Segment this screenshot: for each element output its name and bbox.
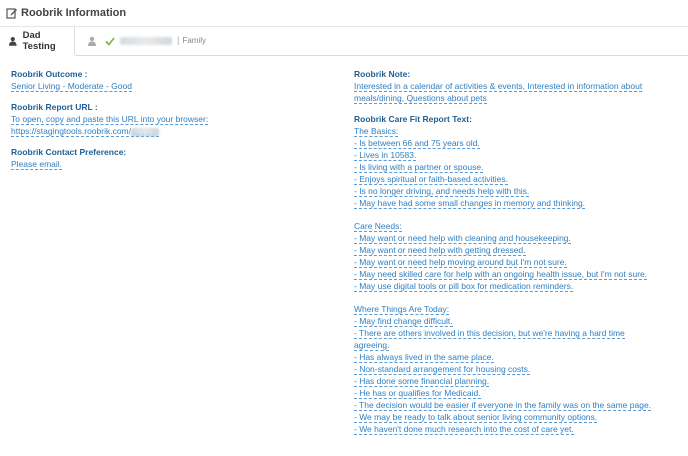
where-heading: Where Things Are Today: bbox=[354, 304, 450, 314]
list-item: - The decision would be easier if everyone in the family was on the same page. bbox=[354, 400, 652, 410]
care-needs-heading: Care Needs: bbox=[354, 221, 402, 231]
tab-label: Family bbox=[182, 36, 207, 45]
list-item: - Is between 66 and 75 years old. bbox=[354, 138, 480, 148]
right-column bbox=[354, 69, 674, 435]
note-section bbox=[354, 69, 674, 104]
list-item: - Non-standard arrangement for housing costs. bbox=[354, 364, 531, 374]
list-item: - Is no longer driving, and needs help with this. bbox=[354, 186, 530, 196]
list-item: - He has or qualifies for Medicaid. bbox=[354, 388, 481, 398]
report-url-label: Roobrik Report URL : bbox=[11, 102, 98, 112]
redacted-name bbox=[120, 37, 172, 45]
list-item: - Lives in 10583. bbox=[354, 150, 417, 160]
list-item: - We may be ready to talk about senior living community options. bbox=[354, 412, 598, 422]
redacted-url bbox=[131, 128, 159, 136]
report-url-section bbox=[11, 102, 331, 137]
separator: | bbox=[177, 35, 180, 46]
roobrik-content bbox=[0, 57, 688, 456]
list-item: - May need skilled care for help with an ongoing health issue, but I'm not sure. bbox=[354, 269, 648, 279]
list-item: - Has always lived in the same place. bbox=[354, 352, 494, 362]
list-item: - Has done some financial planning. bbox=[354, 376, 490, 386]
list-item: - We haven't done much research into the cost of care yet. bbox=[354, 424, 574, 434]
list-item: - May use digital tools or pill box for medication reminders. bbox=[354, 281, 574, 291]
tab-family[interactable] bbox=[75, 26, 206, 55]
tab-label: Dad Testing bbox=[22, 29, 56, 52]
report-url-instructions: To open, copy and paste this URL into your browser: bbox=[11, 114, 209, 124]
list-item: - May want or need help with cleaning and housekeeping. bbox=[354, 233, 571, 243]
contact-tabs bbox=[0, 27, 688, 56]
contact-label: Roobrik Contact Preference: bbox=[11, 147, 127, 157]
report-url-link[interactable] bbox=[11, 126, 159, 137]
outcome-label: Roobrik Outcome : bbox=[11, 69, 88, 79]
care-fit-label: Roobrik Care Fit Report Text: bbox=[354, 114, 472, 124]
contact-section bbox=[11, 147, 331, 170]
list-item: agreeing. bbox=[354, 340, 390, 350]
basics-heading: The Basics: bbox=[354, 126, 399, 136]
care-fit-section bbox=[354, 114, 674, 435]
check-icon bbox=[105, 36, 115, 46]
tab-dad-testing[interactable] bbox=[0, 27, 75, 56]
person-icon bbox=[87, 36, 97, 46]
list-item: - Enjoys spiritual or faith-based activities. bbox=[354, 174, 509, 184]
panel-title: Roobrik Information bbox=[21, 7, 127, 19]
list-item: - May have had some small changes in memory and thinking. bbox=[354, 198, 586, 208]
note-line: Interested in a calendar of activities & events, Interested in information about bbox=[354, 81, 643, 91]
list-item: - Is living with a partner or spouse. bbox=[354, 162, 484, 172]
person-icon bbox=[8, 36, 18, 46]
note-line: meals/dining, Questions about pets bbox=[354, 93, 487, 103]
list-item: - May want or need help moving around but I'm not sure. bbox=[354, 257, 567, 267]
note-label: Roobrik Note: bbox=[354, 69, 411, 79]
contact-value: Please email. bbox=[11, 159, 63, 169]
panel-header bbox=[0, 0, 688, 27]
list-item: - May find change difficult. bbox=[354, 316, 453, 326]
outcome-section bbox=[11, 69, 331, 92]
report-url-text: https://stagingtools.roobrik.com/ bbox=[11, 126, 132, 136]
outcome-value: Senior Living - Moderate - Good bbox=[11, 81, 132, 91]
edit-icon bbox=[6, 7, 18, 19]
left-column bbox=[11, 69, 331, 180]
list-item: - There are others involved in this decision, but we're having a hard time bbox=[354, 328, 625, 338]
list-item: - May want or need help with getting dressed. bbox=[354, 245, 526, 255]
